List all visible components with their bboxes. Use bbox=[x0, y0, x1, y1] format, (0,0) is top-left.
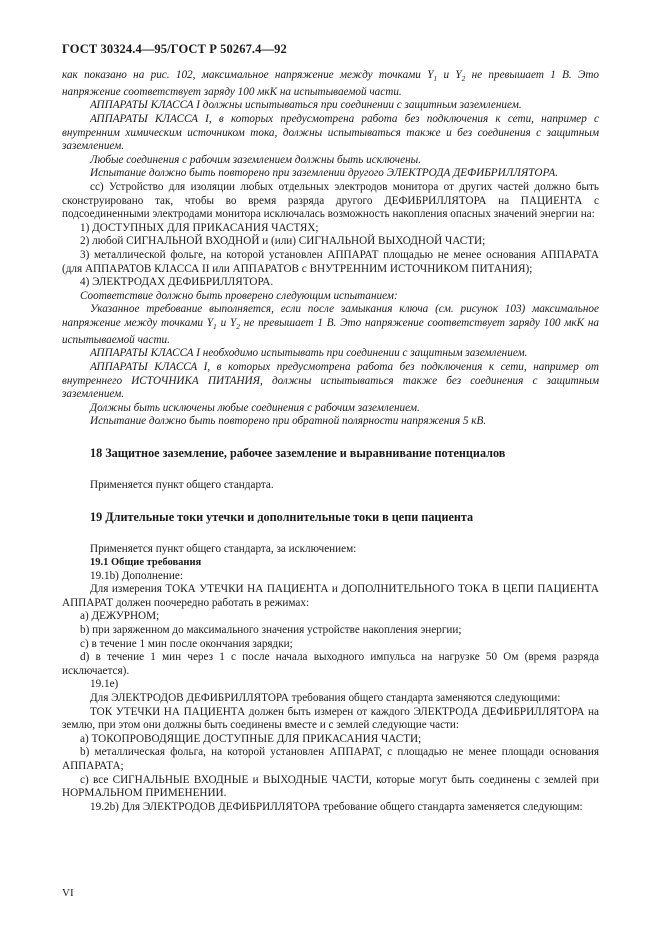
paragraph: Указанное требование выполняется, если после замыкания ключа (см. рисунок 103) максимальное напряжение между точками $Y_1$ и $Y_2$ не превышает 1 В. Это напряжение соответствует заряду 100 мкК на испытываемой части. bbox=[62, 303, 599, 346]
page-number: VI bbox=[62, 887, 74, 899]
paragraph: cc) Устройство для изоляции любых отдельных электродов монитора от других частей должно быть сконструировано так, чтобы во время разряда другого ДЕФИБРИЛЛЯТОРА на ПАЦИЕНТА с подсоединенными электродами монитора исключалась возможность накопления опасных значений энергии на: bbox=[62, 180, 599, 221]
list-item: b) при заряженном до максимального значения устройстве накопления энергии; bbox=[80, 624, 462, 637]
list-item: c) все СИГНАЛЬНЫЕ ВХОДНЫЕ и ВЫХОДНЫЕ ЧАСТИ, которые могут быть соединены с землей при НОРМАЛЬНОМ ПРИМЕНЕНИИ. bbox=[62, 773, 599, 800]
list-item: a) ДЕЖУРНОМ; bbox=[80, 610, 160, 623]
paragraph: 19.1b) Дополнение: bbox=[90, 569, 183, 582]
paragraph: АППАРАТЫ КЛАССА I необходимо испытывать при соединении с защитным заземлением. bbox=[90, 347, 528, 360]
paragraph: Применяется пункт общего стандарта, за исключением: bbox=[90, 542, 357, 555]
paragraph: АППАРАТЫ КЛАССА I должны испытываться при соединении с защитным заземлением. bbox=[90, 99, 522, 112]
paragraph: АППАРАТЫ КЛАССА I, в которых предусмотрена работа без подключения к сети, например от внутреннего ИСТОЧНИКА ПИТАНИЯ, должны испытываться также без соединения с защитным заземлением. bbox=[62, 360, 599, 401]
paragraph: Применяется пункт общего стандарта. bbox=[90, 478, 274, 491]
document-page bbox=[62, 42, 599, 814]
list-item: d) в течение 1 мин через 1 с после начала выходного импульса на нагрузке 50 Ом (время разряда исключается). bbox=[62, 651, 599, 677]
list-item: c) в течение 1 мин после окончания зарядки; bbox=[80, 637, 293, 650]
subsection-heading: 19.1 Общие требования bbox=[90, 557, 202, 569]
paragraph: 19.1e) bbox=[90, 678, 119, 691]
list-item: 4) ЭЛЕКТРОДАХ ДЕФИБРИЛЛЯТОРА. bbox=[80, 276, 274, 289]
paragraph: Испытание должно быть повторено при заземлении другого ЭЛЕКТРОДА ДЕФИБРИЛЛЯТОРА. bbox=[90, 167, 558, 180]
list-item: b) металлическая фольга, на которой установлен АППАРАТ, с площадью не менее площади основания АППАРАТА; bbox=[62, 746, 599, 772]
list-item: a) ТОКОПРОВОДЯЩИЕ ДОСТУПНЫЕ ДЛЯ ПРИКАСАНИЯ ЧАСТИ; bbox=[80, 732, 422, 745]
list-item: 1) ДОСТУПНЫХ ДЛЯ ПРИКАСАНИЯ ЧАСТЯХ; bbox=[80, 221, 319, 234]
paragraph: ТОК УТЕЧКИ НА ПАЦИЕНТА должен быть измерен от каждого ЭЛЕКТРОДА ДЕФИБРИЛЛЯТОРА на землю, при этом они должны быть соединены вместе и с землей следующие части: bbox=[62, 705, 599, 732]
section-heading-19: 19 Длительные токи утечки и дополнительные токи в цепи пациента bbox=[90, 509, 474, 524]
section-heading-18: 18 Защитное заземление, рабочее заземление и выравнивание потенциалов bbox=[90, 445, 506, 460]
page-header: ГОСТ 30324.4—95/ГОСТ Р 50267.4—92 bbox=[62, 42, 287, 56]
paragraph: Должны быть исключены любые соединения с рабочим заземлением. bbox=[90, 401, 420, 414]
paragraph: 19.2b) Для ЭЛЕКТРОДОВ ДЕФИБРИЛЛЯТОРА требование общего стандарта заменяется следующим: bbox=[90, 800, 583, 813]
paragraph: Для измерения ТОКА УТЕЧКИ НА ПАЦИЕНТА и ДОПОЛНИТЕЛЬНОГО ТОКА В ЦЕПИ ПАЦИЕНТА АППАРАТ должен поочередно работать в режимах: bbox=[62, 583, 599, 609]
paragraph: Любые соединения с рабочим заземлением должны быть исключены. bbox=[90, 153, 422, 166]
paragraph: Испытание должно быть повторено при обратной полярности напряжения 5 кВ. bbox=[90, 415, 487, 428]
list-item: 3) металлической фольге, на которой установлен АППАРАТ площадью не менее основания АППАРАТА (для АППАРАТОВ КЛАССА II или АППАРАТОВ с ВНУТРЕННИМ ИСТОЧНИКОМ ПИТАНИЯ); bbox=[62, 248, 599, 275]
paragraph: Для ЭЛЕКТРОДОВ ДЕФИБРИЛЛЯТОРА требования общего стандарта заменяются следующими: bbox=[90, 692, 561, 705]
paragraph: АППАРАТЫ КЛАССА I, в которых предусмотрена работа без подключения к сети, например с внутренним химическим источником тока, должны испытываться также и без соединения с защитным заземлением. bbox=[62, 113, 599, 153]
list-item: 2) любой СИГНАЛЬНОЙ ВХОДНОЙ и (или) СИГНАЛЬНОЙ ВЫХОДНОЙ ЧАСТИ; bbox=[80, 235, 486, 248]
paragraph: как показано на рис. 102, максимальное напряжение между точками $Y_1$ и $Y_2$ не превышает 1 В. Это напряжение соответствует заряду 100 мкК на испытываемой части. bbox=[62, 69, 599, 98]
paragraph: Соответствие должно быть проверено следующим испытанием: bbox=[80, 289, 398, 302]
